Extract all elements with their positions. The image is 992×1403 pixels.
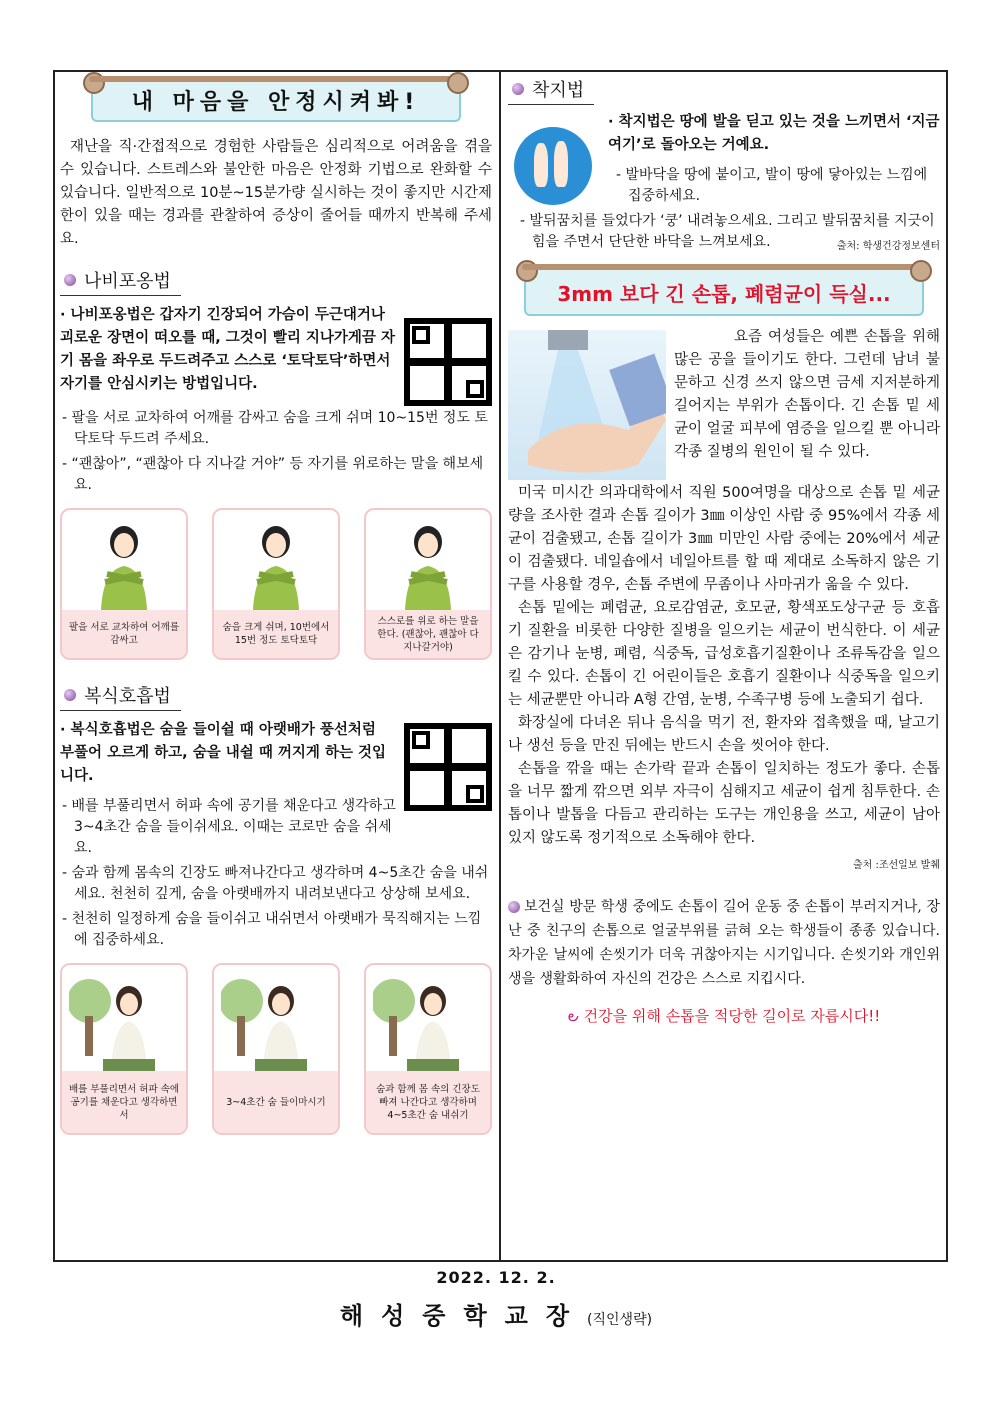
- article-paragraph: 미국 미시간 의과대학에서 직원 500여명을 대상으로 손톱 밑 세균량을 조사한 결과 손톱 길이가 3㎜ 이상인 사람 중 95%에서 각종 세균이 검출됐고, 손톱 길이가 3㎜ 미만인 사람 중에는 20%에서 세균이 검출됐다. 네일숍에서 네일아트를 할 때 제대로 소독하지 않은 기구를 사용할 경우, 손톱 주변에 무좀이나 사마귀가 옮을 수 있다.: [508, 485, 940, 593]
- breathing-step: - 천천히 일정하게 숨을 들이쉬고 내쉬면서 아랫배가 묵직해지는 느낌에 집중하세요.: [62, 911, 482, 948]
- illustration-card: [212, 508, 340, 660]
- gem-bullet-icon: [64, 689, 76, 701]
- principal-signature: 해성중학교장(직인생략): [339, 1302, 653, 1330]
- grounding-source: 출처: 학생건강정보센터: [836, 241, 940, 252]
- right-banner-title: 3mm 보다 긴 손톱, 폐렴균이 득실...: [557, 282, 891, 306]
- swirl-icon: ౿: [567, 1007, 579, 1025]
- qr-code-icon: [404, 723, 492, 811]
- article-paragraph: 화장실에 다녀온 뒤나 음식을 먹기 전, 환자와 접촉했을 때, 날고기나 생선 등을 만진 뒤에는 반드시 손을 씻어야 한다.: [508, 715, 940, 754]
- illustration-card: [364, 508, 492, 660]
- left-banner-title: 내 마음을 안정시켜봐!: [131, 90, 421, 115]
- card-caption: 스스로를 위로 하는 말을 한다. (괜찮아, 괜찮아 다 지나갈거야): [366, 610, 490, 658]
- article-paragraph: 손톱을 깎을 때는 손가락 끝과 손톱이 일치하는 정도가 좋다. 손톱을 너무 짧게 깎으면 외부 자극이 심해지고 세균이 쉽게 침투한다. 손톱이나 발톱을 다듬고 관리하는 도구는 개인용을 쓰고, 세균이 남아 있지 않도록 정기적으로 소독해야 한다.: [508, 761, 940, 846]
- article-source: 출처 :조선일보 발췌: [852, 860, 940, 871]
- grounding-step: - 발바닥을 땅에 붙이고, 발이 땅에 닿아있는 느낌에 집중하세요.: [616, 167, 928, 204]
- card-caption: 3~4초간 숨 들이마시기: [214, 1071, 338, 1133]
- article-paragraph: 손톱 밑에는 폐렴균, 요로감염균, 호모균, 황색포도상구균 등 호흡기 질환을 비롯한 다양한 질병을 일으키는 세균이 번식한다. 이 세균은 감기나 눈병, 폐렴, 식중독, 급성호흡기질환이나 조류독감을 일으킬 수 있다. 손톱이 긴 어린이들은 호흡기 질환이나 식중독을 일으키는 세균뿐만 아니라 A형 간염, 눈병, 수족구병 등에 노출되기 쉽다.: [508, 600, 940, 708]
- breathing-step: - 숨과 함께 몸속의 긴장도 빠져나간다고 생각하며 4~5초간 숨을 내쉬세요. 천천히 깊게, 숨을 아랫배까지 내려보낸다고 상상해 보세요.: [62, 865, 489, 902]
- intro-paragraph: 재난을 직·간접적으로 경험한 사람들은 심리적으로 어려움을 겪을 수 있습니다. 스트레스와 불안한 마음은 안정화 기법으로 완화할 수 있습니다. 일반적으로 10분~15분가량 실시하는 것이 좋지만 시간제한이 있을 때는 경과를 관찰하여 증상이 줄어들 때까지 반복해 주세요.: [60, 139, 492, 247]
- woman-hugging-icon: [89, 520, 159, 610]
- closing-slogan: ౿ 건강을 위해 손톱을 적당한 길이로 자릅시다!!: [567, 1007, 881, 1025]
- illustration-card: [212, 963, 340, 1135]
- breathing-step: - 배를 부풀리면서 허파 속에 공기를 채운다고 생각하고 3~4초간 숨을 들이쉬세요. 이때는 코로만 숨을 쉬세요.: [62, 798, 396, 856]
- gem-bullet-icon: [512, 83, 524, 95]
- butterfly-step: - 팔을 서로 교차하여 어깨를 감싸고 숨을 크게 쉬며 10~15번 정도 토닥토닥 두드려 주세요.: [62, 410, 488, 447]
- woman-meditating-icon: [69, 971, 179, 1071]
- health-room-notice: 보건실 방문 학생 중에도 손톱이 길어 운동 중 손톱이 부러지거나, 장난 중 친구의 손톱으로 얼굴부위를 긁혀 오는 학생들이 종종 있습니다. 차가운 날씨에 손씻기가 더욱 귀찮아지는 시기입니다. 손씻기와 개인위생을 생활화하여 자신의 건강은 스스로 지킵시다.: [508, 899, 940, 987]
- gem-bullet-icon: [64, 274, 76, 286]
- breathing-body: [60, 719, 492, 951]
- woman-exhaling-icon: [373, 971, 483, 1071]
- illustration-card: [60, 963, 188, 1135]
- card-caption: 팔을 서로 교차하여 어깨를 감싸고: [62, 610, 186, 658]
- grounding-lead: · 착지법은 땅에 발을 딛고 있는 것을 느끼면서 ‘지금 여기’로 돌아오는 거예요.: [608, 114, 940, 153]
- breathing-section-title: 복식호흡법: [60, 682, 181, 711]
- butterfly-step: - “괜찮아”, “괜찮아 다 지나갈 거야” 등 자기를 위로하는 말을 해보세요.: [62, 456, 484, 493]
- gem-bullet-icon: [508, 901, 520, 913]
- left-column: [60, 74, 492, 1135]
- butterfly-section-title: 나비포옹법: [60, 267, 181, 296]
- woman-tapping-icon: [241, 520, 311, 610]
- card-caption: 숨을 크게 쉬며, 10번에서 15번 정도 토닥토닥: [214, 610, 338, 658]
- woman-inhaling-icon: [221, 971, 331, 1071]
- illustration-card: [60, 508, 188, 660]
- illustration-card: [364, 963, 492, 1135]
- left-banner: [91, 80, 461, 122]
- nail-article: [508, 326, 940, 871]
- column-divider: [499, 70, 501, 1262]
- issue-date: 2022. 12. 2.: [436, 1268, 556, 1287]
- article-paragraph: 요즘 여성들은 예쁜 손톱을 위해 많은 공을 들이기도 한다. 그런데 남녀 불문하고 신경 쓰지 않으면 금세 지저분하게 길어지는 부위가 손톱이다. 긴 손톱 밑 세균이 얼굴 피부에 염증을 일으킬 뿐 아니라 각종 질병의 원인이 될 수 있다.: [674, 329, 940, 460]
- qr-code-icon: [404, 318, 492, 406]
- grounding-body: [508, 111, 940, 252]
- handwashing-image: [508, 330, 666, 480]
- grounding-section-title: 착지법: [508, 76, 594, 105]
- woman-comforting-icon: [393, 520, 463, 610]
- right-banner: [524, 268, 924, 316]
- grounding-step: - 발뒤꿈치를 들었다가 ‘쿵’ 내려놓으세요. 그리고 발뒤꿈치를 지긋이 힘을 주면서 단단한 바닥을 느껴보세요.: [520, 213, 935, 250]
- butterfly-body: [60, 304, 492, 496]
- card-caption: 숨과 함께 몸 속의 긴장도 빠져 나간다고 생각하며 4~5초간 숨 내쉬기: [366, 1071, 490, 1133]
- feet-icon: [514, 127, 592, 205]
- right-column: [508, 74, 940, 1029]
- breathing-cards: [60, 963, 492, 1135]
- breathing-lead: · 복식호흡법은 숨을 들이쉴 때 아랫배가 풍선처럼 부풀어 오르게 하고, 숨을 내쉴 때 꺼지게 하는 것입니다.: [60, 722, 387, 784]
- butterfly-cards: [60, 508, 492, 660]
- butterfly-lead: · 나비포옹법은 갑자기 긴장되어 가슴이 두근대거나 괴로운 장면이 떠오를 때, 그것이 빨리 지나가게끔 자기 몸을 좌우로 두드려주고 스스로 ‘토닥토닥’하면서 자기를 안심시키는 방법입니다.: [60, 307, 395, 392]
- card-caption: 배를 부풀리면서 허파 속에 공기를 채운다고 생각하면서: [62, 1071, 186, 1133]
